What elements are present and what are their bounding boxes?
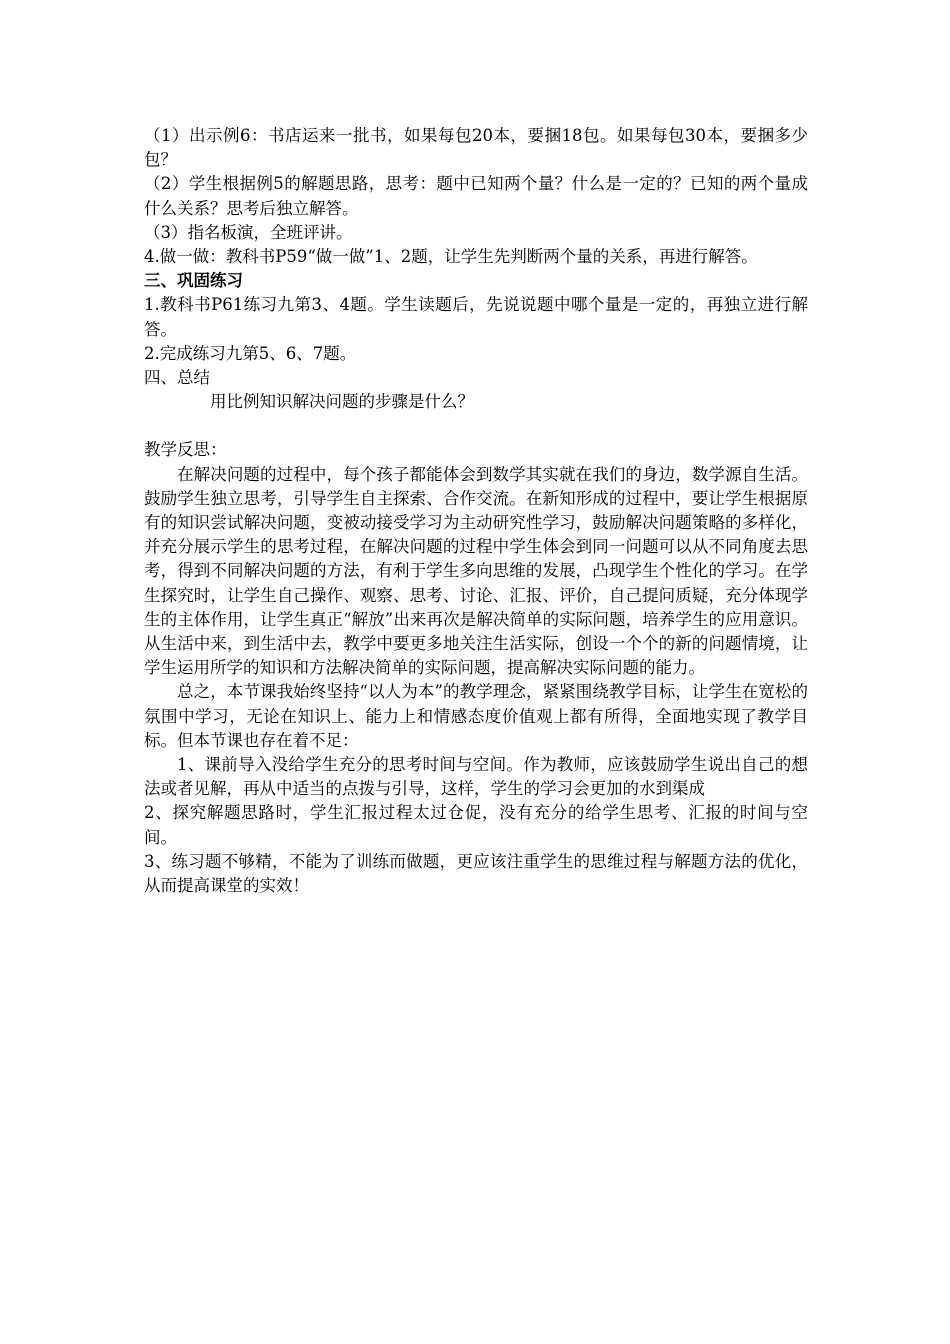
- shortcoming-3: 3、练习题不够精，不能为了训练而做题，更应该注重学生的思维过程与解题方法的优化，从而提高课堂的实效！: [144, 851, 808, 896]
- shortcoming-2: 2、探究解题思路时，学生汇报过程太过仓促，没有充分的给学生思考、汇报的时间与空间。: [144, 803, 808, 847]
- practice-item-1: 1.教科书P61练习九第3、4题。学生读题后，先说说题中哪个量是一定的，再独立进行解答。: [144, 295, 808, 339]
- practice-item-2: 2.完成练习九第5、6、7题。: [144, 343, 357, 363]
- reflection-paragraph-2: 总之，本节课我始终坚持“以人为本”的教学理念，紧紧围绕教学目标，让学生在宽松的氛围中学习，无论在知识上、能力上和情感态度价值观上都有所得，全面地实现了教学目标。但本节课也存在着不足：: [144, 682, 808, 750]
- blank-line: [144, 414, 808, 438]
- shortcoming-1: 1、课前导入没给学生充分的思考时间与空间。作为教师，应该鼓励学生说出自己的想法或者见解，再从中适当的点拨与引导，这样，学生的学习会更加的水到渠成: [144, 755, 808, 799]
- section-four-heading: 四、总结: [144, 368, 210, 388]
- section-three-heading: 三、巩固练习: [144, 271, 243, 291]
- board-item: （3）指名板演，全班评讲。: [144, 222, 353, 242]
- summary-question: 用比例知识解决问题的步骤是什么？: [210, 392, 474, 412]
- do-it-item: 4.做一做：教科书P59“做一做”1、2题，让学生先判断两个量的关系，再进行解答。: [144, 247, 758, 267]
- reflection-paragraph-1: 在解决问题的过程中，每个孩子都能体会到数学其实就在我们的身边，数学源自生活。鼓励学生独立思考，引导学生自主探索、合作交流。在新知形成的过程中，要让学生根据原有的知识尝试解决问题，变被动接受学习为主动研究性学习，鼓励解决问题策略的多样化，并充分展示学生的思考过程，在解决问题的过程中学生体会到同一问题可以从不同角度去思考，得到不同解决问题的方法，有利于学生多向思维的发展，凸现学生个性化的学习。在学生探究时，让学生自己操作、观察、思考、讨论、汇报、评价，自己提问质疑，充分体现学生的主体作用，让学生真正“解放”出来再次是解决简单的实际问题，培养学生的应用意识。从生活中来，到生活中去，教学中要更多地关注生活实际，创设一个个的新的问题情境，让学生运用所学的知识和方法解决简单的实际问题，提高解决实际问题的能力。: [144, 464, 808, 678]
- think-item: （2）学生根据例5的解题思路，思考：题中已知两个量？什么是一定的？已知的两个量成什么关系？思考后独立解答。: [144, 174, 808, 218]
- example-6-item: （1）出示例6：书店运来一批书，如果每包20本，要捆18包。如果每包30本，要捆多少包？: [144, 126, 808, 170]
- document-page: [144, 124, 808, 898]
- reflection-heading: 教学反思：: [144, 440, 227, 460]
